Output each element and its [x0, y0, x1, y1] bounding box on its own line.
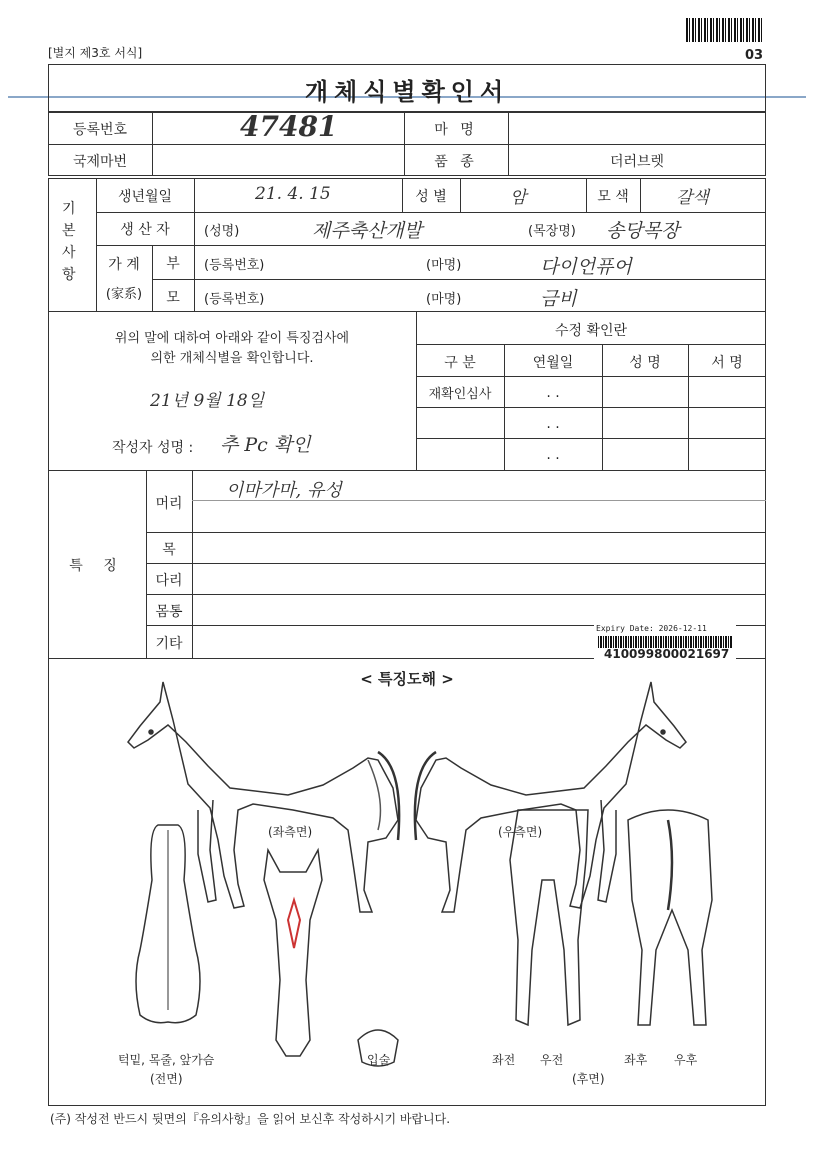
sticker-code: 410099800021697	[604, 647, 730, 661]
basic-info-label: 기본사항	[62, 201, 76, 283]
producer-label: 생 산 자	[120, 222, 170, 238]
correction-title: 수정 확인란	[554, 323, 628, 339]
writer-value: 추 Pc 확인	[220, 434, 311, 456]
other-label: 기타	[155, 636, 183, 652]
rear-right-caption: 우후	[674, 1053, 698, 1067]
family-label: 가 계	[108, 257, 140, 273]
head-label: 머리	[155, 496, 183, 512]
sire-label: 부	[166, 256, 180, 272]
correction-row-date: . .	[546, 447, 560, 463]
dam-label: 모	[166, 290, 180, 306]
head-value: 이마가마, 유성	[226, 480, 342, 501]
front-view-caption: (전면)	[150, 1072, 183, 1086]
sticker-expiry: Expiry Date: 2026-12-11	[596, 624, 707, 633]
correction-header-type: 구 분	[444, 355, 476, 371]
front-caption: 턱밑, 목줄, 앞가슴	[118, 1053, 215, 1067]
front-right-caption: 우전	[540, 1053, 564, 1067]
rear-view	[628, 810, 712, 1025]
confirm-date: 21년 9월 18일	[150, 391, 265, 411]
dam-reg-label: (등록번호)	[204, 292, 265, 307]
breed-value: 더러브렛	[609, 154, 665, 170]
coat-label: 모 색	[597, 189, 629, 205]
reg-label: 등록번호	[72, 122, 128, 138]
correction-header-name: 성 명	[629, 355, 661, 371]
left-side-caption: (좌측면)	[268, 825, 313, 839]
form-number: [별지 제3호 서식]	[48, 46, 143, 60]
breed-label: 품 종	[434, 154, 478, 170]
footer-note: (주) 작성전 반드시 뒷면의『유의사항』을 읽어 보신후 작성하시기 바랍니다.	[50, 1112, 451, 1126]
dam-name-label: (마명)	[426, 292, 462, 307]
barcode-top	[686, 18, 762, 42]
page-title: 개체식별확인서	[304, 78, 510, 106]
producer-name-value: 제주축산개발	[312, 220, 423, 242]
confirm-line1: 위의 말에 대하여 아래와 같이 특징검사에	[114, 331, 350, 346]
producer-name-label: (성명)	[204, 224, 240, 239]
sire-name-value: 다이언퓨어	[540, 256, 632, 278]
lips-caption: 입술	[367, 1053, 391, 1067]
farm-value: 송당목장	[606, 220, 680, 242]
legs-label: 다리	[155, 573, 183, 589]
rear-view-caption: (후면)	[572, 1072, 605, 1086]
birth-value: 21. 4. 15	[255, 184, 331, 204]
correction-header-date: 연월일	[532, 355, 574, 371]
front-left-caption: 좌전	[492, 1053, 516, 1067]
front-face-view	[264, 850, 322, 1056]
horse-diagram	[48, 680, 766, 1100]
birth-label: 생년월일	[117, 189, 173, 205]
correction-header-sign: 서 명	[711, 355, 743, 371]
confirm-line2: 의한 개체식별을 확인합니다.	[150, 351, 314, 366]
sire-name-label: (마명)	[426, 258, 462, 273]
reg-value: 47481	[240, 110, 338, 143]
page-code: 03	[745, 48, 764, 63]
body-label: 몸통	[155, 604, 183, 620]
coat-value: 갈색	[676, 188, 709, 208]
correction-row-date: . .	[546, 416, 560, 432]
sire-reg-label: (등록번호)	[204, 258, 265, 273]
correction-row-type: 재확인심사	[428, 387, 492, 402]
sex-label: 성 별	[415, 189, 447, 205]
correction-row-date: . .	[546, 385, 560, 401]
family-hanja: (家系)	[105, 287, 143, 302]
dam-name-value: 금비	[540, 288, 577, 310]
right-side-horse	[415, 682, 686, 912]
front-legs-view	[510, 810, 588, 1025]
intl-label: 국제마번	[72, 154, 128, 170]
farm-label: (목장명)	[528, 224, 576, 239]
right-side-caption: (우측면)	[498, 825, 543, 839]
sex-value: 암	[510, 188, 527, 208]
id-sticker	[594, 624, 736, 664]
horse-name-label: 마 명	[434, 122, 478, 138]
rear-left-caption: 좌후	[624, 1053, 648, 1067]
writer-label: 작성자 성명 :	[112, 440, 194, 456]
features-label: 특 징	[69, 558, 125, 574]
diagram-title: < 특징도해 >	[360, 670, 454, 688]
front-neck-view	[136, 825, 200, 1023]
neck-label: 목	[162, 542, 176, 558]
